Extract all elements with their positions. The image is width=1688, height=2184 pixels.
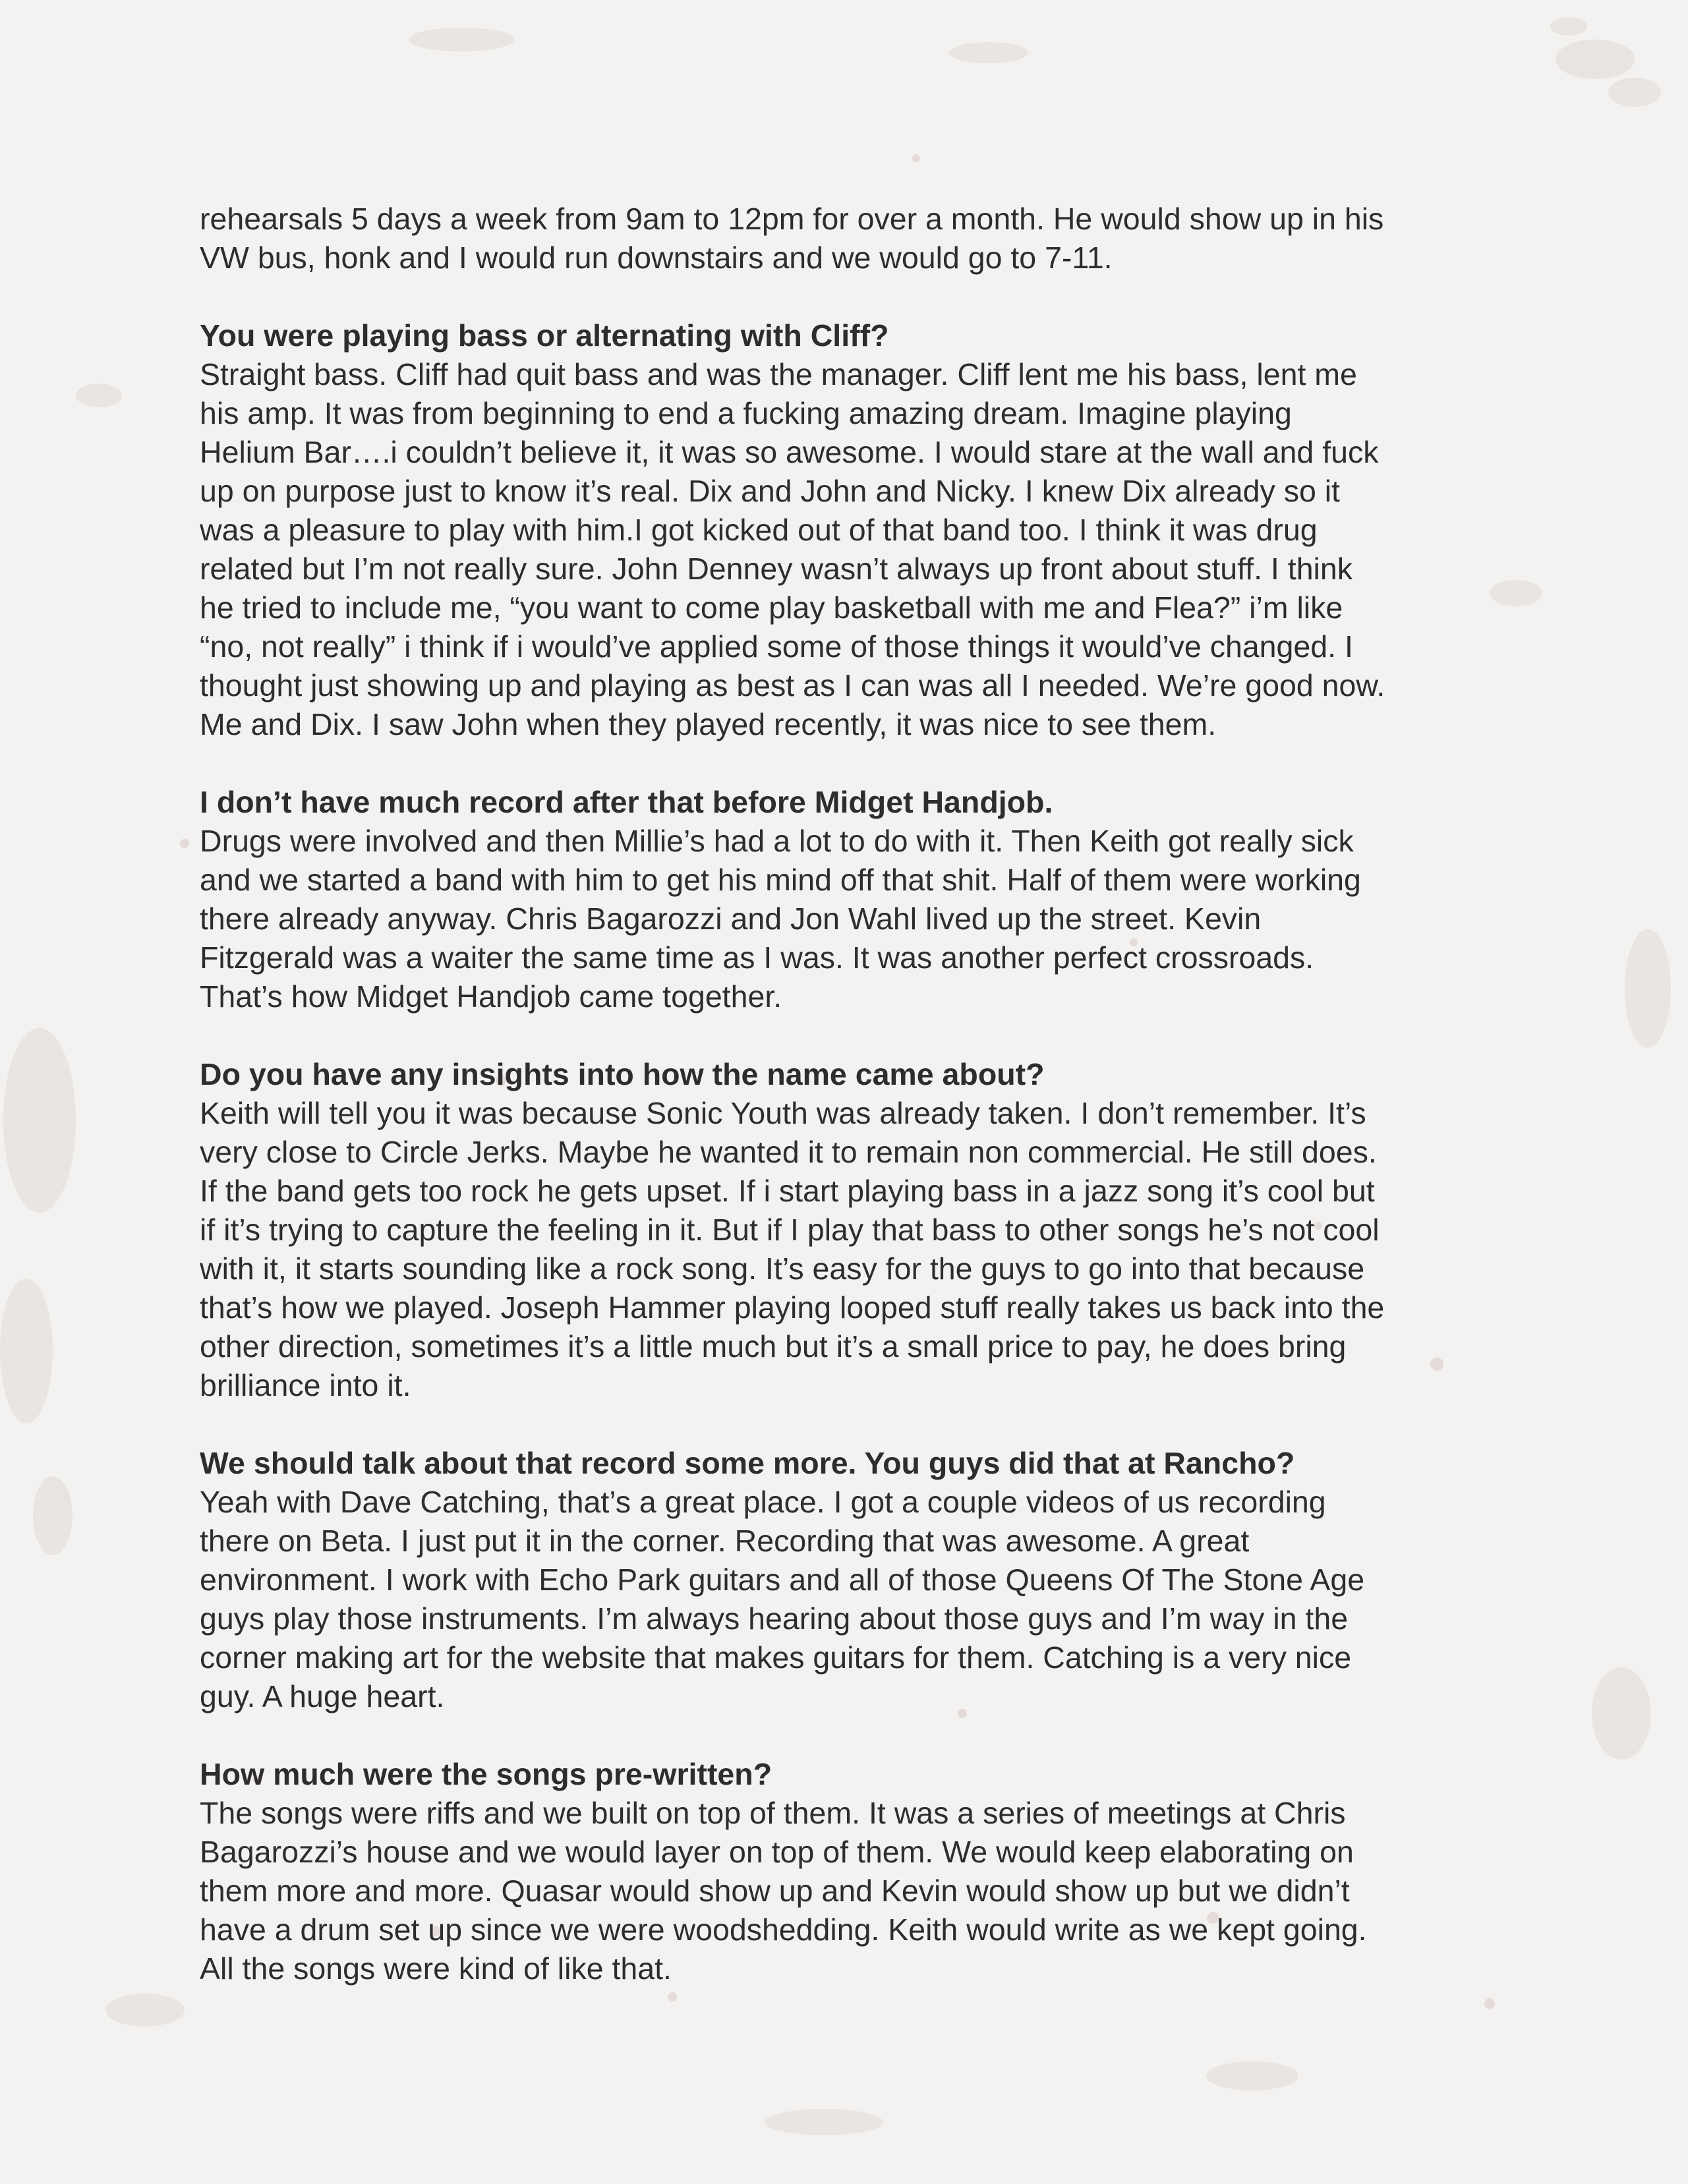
interview-question: You were playing bass or alternating with Cliff? [200, 318, 889, 353]
paragraph-line: Straight bass. Cliff had quit bass and was the manager. Cliff lent me his bass, lent me [200, 357, 1357, 391]
answer-paragraph [200, 1483, 1505, 1716]
answer-paragraph [200, 1794, 1505, 1988]
paragraph-line: All the songs were kind of like that. [200, 1951, 672, 1986]
qa-section [200, 783, 1505, 1016]
paragraph-line: corner making art for the website that makes guitars for them. Catching is a very nice [200, 1640, 1352, 1675]
paragraph-line: rehearsals 5 days a week from 9am to 12pm for over a month. He would show up in his [200, 202, 1384, 236]
paragraph-line: there on Beta. I just put it in the corner. Recording that was awesome. A great [200, 1524, 1250, 1558]
paragraph-line: VW bus, honk and I would run downstairs and we would go to 7-11. [200, 241, 1113, 275]
answer-paragraph [200, 822, 1505, 1016]
paragraph-line: he tried to include me, “you want to come play basketball with me and Flea?” i’m like [200, 590, 1343, 625]
paragraph-line: “no, not really” i think if i would’ve applied some of those things it would’ve changed. I [200, 629, 1353, 664]
paragraph-line: have a drum set up since we were woodshedding. Keith would write as we kept going. [200, 1912, 1367, 1947]
paragraph-line: Drugs were involved and then Millie’s had a lot to do with it. Then Keith got really sick [200, 824, 1354, 858]
qa-section [200, 316, 1505, 744]
paragraph-line: was a pleasure to play with him.I got kicked out of that band too. I think it was drug [200, 513, 1318, 547]
interview-question: I don’t have much record after that before Midget Handjob. [200, 785, 1053, 819]
paragraph-line: That’s how Midget Handjob came together. [200, 979, 782, 1014]
interview-question: Do you have any insights into how the name came about? [200, 1057, 1045, 1091]
intro-paragraph [200, 200, 1505, 277]
paragraph-line: Helium Bar….i couldn’t believe it, it was so awesome. I would stare at the wall and fuck [200, 435, 1379, 469]
qa-section [200, 1444, 1505, 1716]
paragraph-line: guys play those instruments. I’m always hearing about those guys and I’m way in the [200, 1601, 1349, 1636]
paragraph-line: them more and more. Quasar would show up and Kevin would show up but we didn’t [200, 1874, 1350, 1908]
interview-question: We should talk about that record some more. You guys did that at Rancho? [200, 1446, 1295, 1480]
paragraph-line: Fitzgerald was a waiter the same time as I was. It was another perfect crossroads. [200, 940, 1314, 975]
paragraph-line: guy. A huge heart. [200, 1679, 445, 1713]
paragraph-line: If the band gets too rock he gets upset. If i start playing bass in a jazz song it’s cool but [200, 1174, 1375, 1208]
paragraph-line: his amp. It was from beginning to end a fucking amazing dream. Imagine playing [200, 396, 1292, 430]
paragraph-line: brilliance into it. [200, 1368, 411, 1402]
paragraph-line: there already anyway. Chris Bagarozzi and Jon Wahl lived up the street. Kevin [200, 902, 1262, 936]
paragraph-line: The songs were riffs and we built on top of them. It was a series of meetings at Chris [200, 1796, 1346, 1830]
paragraph-line: Me and Dix. I saw John when they played recently, it was nice to see them. [200, 707, 1217, 741]
paragraph-line: environment. I work with Echo Park guitars and all of those Queens Of The Stone Age [200, 1563, 1365, 1597]
paragraph-line: thought just showing up and playing as best as I can was all I needed. We’re good now. [200, 668, 1385, 703]
paragraph-line: Keith will tell you it was because Sonic Youth was already taken. I don’t remember. It’s [200, 1096, 1366, 1130]
paragraph-line: and we started a band with him to get his mind off that shit. Half of them were working [200, 863, 1361, 897]
qa-section [200, 1055, 1505, 1405]
interview-page [200, 200, 1505, 1988]
qa-section [200, 1755, 1505, 1988]
paragraph-line: related but I’m not really sure. John Denney wasn’t always up front about stuff. I think [200, 552, 1353, 586]
paragraph-line: Bagarozzi’s house and we would layer on top of them. We would keep elaborating on [200, 1835, 1354, 1869]
answer-paragraph [200, 355, 1505, 744]
paragraph-line: up on purpose just to know it’s real. Dix and John and Nicky. I knew Dix already so it [200, 474, 1340, 508]
paragraph-line: other direction, sometimes it’s a little much but it’s a small price to pay, he does bring [200, 1329, 1347, 1364]
paragraph-line: that’s how we played. Joseph Hammer playing looped stuff really takes us back into the [200, 1290, 1385, 1325]
paragraph-line: if it’s trying to capture the feeling in it. But if I play that bass to other songs he’s not cool [200, 1213, 1380, 1247]
paragraph-line: with it, it starts sounding like a rock song. It’s easy for the guys to go into that because [200, 1251, 1365, 1286]
paragraph-line: very close to Circle Jerks. Maybe he wanted it to remain non commercial. He still does. [200, 1135, 1377, 1169]
answer-paragraph [200, 1094, 1505, 1405]
paragraph-line: Yeah with Dave Catching, that’s a great place. I got a couple videos of us recording [200, 1485, 1326, 1519]
interview-question: How much were the songs pre-written? [200, 1757, 772, 1791]
